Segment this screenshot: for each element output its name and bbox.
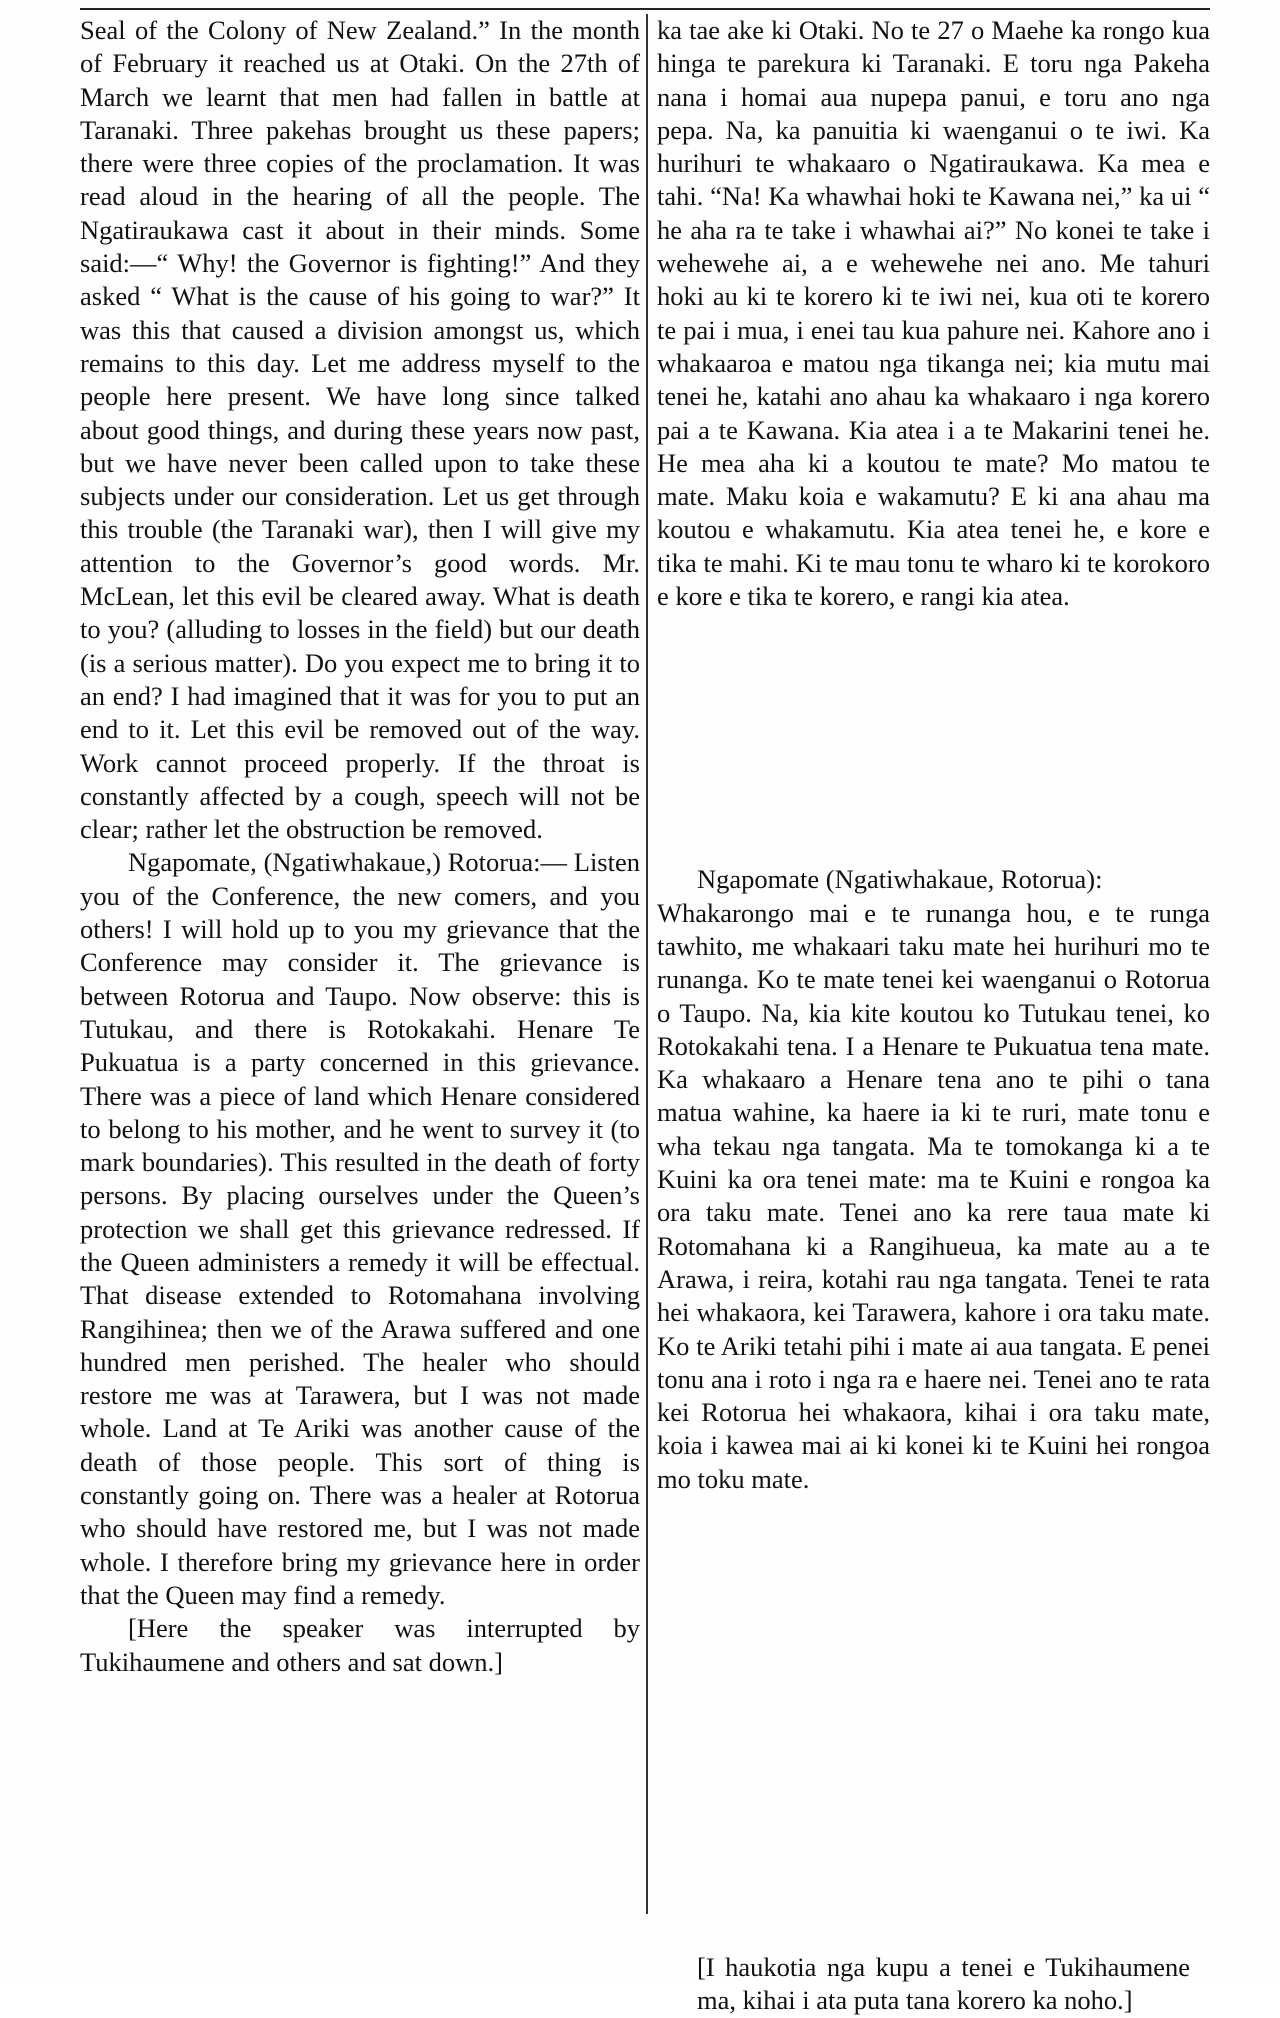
english-interruption-note: [Here the speaker was interrupted by Tukihaumene and others and sat down.] [80, 1613, 640, 1677]
english-ngapomate-speech: Ngapomate, (Ngatiwhakaue,) Rotorua:— Listen you of the Conference, the new comers, and you others! I will hold up to you my grievance that the Conference may consider it. The grievance is between Rotorua and Taupo. Now observe: this is Tutukau, and there is Rotokakahi. Henare Te Pukuatua is a party concerned in this grievance. There was a piece of land which Henare considered to belong to his mother, and he went to survey it (to mark boundaries). This resulted in the death of forty persons. By placing ourselves under the Queen’s protection we shall get this grievance redressed. If the Queen administers a remedy it will be effectual. That disease extended to Rotomahana involving Rangihinea; then we of the Arawa suffered and one hundred men perished. The healer who should restore me was at Tarawera, but I was not made whole. Land at Te Ariki was another cause of the death of those people. This sort of thing is constantly going on. There was a healer at Rotorua who should have restored me, but I was not made whole. I therefore bring my grievance here in order that the Queen may find a remedy. [80, 847, 640, 1610]
column-gap-2 [657, 1496, 1210, 1951]
maori-ngapomate-speech: Whakarongo mai e te runanga hou, e te runga tawhito, me whakaari taku mate hei hurihuri mo te runanga. Ko te mate tenei kei waenganui o Rotorua o Taupo. Na, kia kite koutou ko Tutukau tenei, ko Rotokakahi tena. I a Henare te Pukuatua tena mate. Ka whakaaro a Henare tena ano te pihi o tana matua wahine, ka haere ia ki te ruri, mate tonu e wha tekau nga tangata. Ma te tomokanga ki a te Kuini ka ora tenei mate: ma te Kuini e rongoa ka ora taku mate. Tenei ano ka rere taua mate ki Rotomahana ki a Rangihueua, ka mate au a te Arawa, i reira, kotahi rau nga tangata. Tenei te rata hei whakaora, kei Tarawera, kahore i ora taku mate. Ko te Ariki tetahi pihi i mate ai aua tangata. E penei tonu ana i roto i nga ra e haere nei. Tenei ano te rata kei Rotorua hei whakaora, kihai i ora taku mate, koia i kawea mai ai ki konei ki te Kuini hei rongoa mo toku mate. [657, 897, 1210, 1494]
maori-interruption-note: [I haukotia nga kupu a tenei e Tukihaumene ma, kihai i ata puta tana korero ka noho.] [697, 1951, 1190, 2016]
top-rule [80, 8, 1210, 10]
maori-speaker-heading: Ngapomate (Ngatiwhakaue, Rotorua): [697, 864, 1103, 895]
english-column [80, 14, 640, 1679]
maori-column [657, 14, 1210, 2018]
column-gap [657, 613, 1210, 863]
maori-speech-continued: ka tae ake ki Otaki. No te 27 o Maehe ka rongo kua hinga te parekura ki Taranaki. E toru nga Pakeha nana i homai aua nupepa panui, e toru ano nga pepa. Na, ka panuitia ki waenganui o te iwi. Ka hurihuri te whakaaro o Ngatiraukawa. Ka mea e tahi. “Na! Ka whawhai hoki te Kawana nei,” ka ui “ he aha ra te take i whawhai ai?” No konei te take i wehewehe ai, a e wehewehe nei ano. Me tahuri hoki au ki te korero ki te iwi nei, kua oti te korero te pai i mua, i enei tau kua pahure nei. Kahore ano i whakaaroa e matou nga tikanga nei; kia mutu mai tenei he, katahi ano ahau ka whakaaro i nga korero pai a te Kawana. Kia atea i a te Makarini tenei he. He mea aha ki a koutou te mate? Mo matou te mate. Maku koia e wakamutu? E ki ana ahau ma koutou e whakamutu. Kia atea tenei he, e kore e tika te mahi. Ki te mau tonu te wharo ki te korokoro e kore e tika te korero, e rangi kia atea. [657, 15, 1210, 612]
column-divider [646, 14, 648, 1914]
english-speech-continued: Seal of the Colony of New Zealand.” In the month of February it reached us at Otaki. On the 27th of March we learnt that men had fallen in battle at Taranaki. Three pakehas brought us these papers; there were three copies of the proclamation. It was read aloud in the hearing of all the people. The Ngatiraukawa cast it about in their minds. Some said:—“ Why! the Governor is fighting!” And they asked “ What is the cause of his going to war?” It was this that caused a division amongst us, which remains to this day. Let me address myself to the people here present. We have long since talked about good things, and during these years now past, but we have never been called upon to take these subjects under our consideration. Let us get through this trouble (the Taranaki war), then I will give my attention to the Governor’s good words. Mr. McLean, let this evil be cleared away. What is death to you? (alluding to losses in the field) but our death (is a serious matter). Do you expect me to bring it to an end? I had imagined that it was for you to put an end to it. Let this evil be removed out of the way. Work cannot proceed properly. If the throat is constantly affected by a cough, speech will not be clear; rather let the obstruction be removed. [80, 15, 640, 845]
